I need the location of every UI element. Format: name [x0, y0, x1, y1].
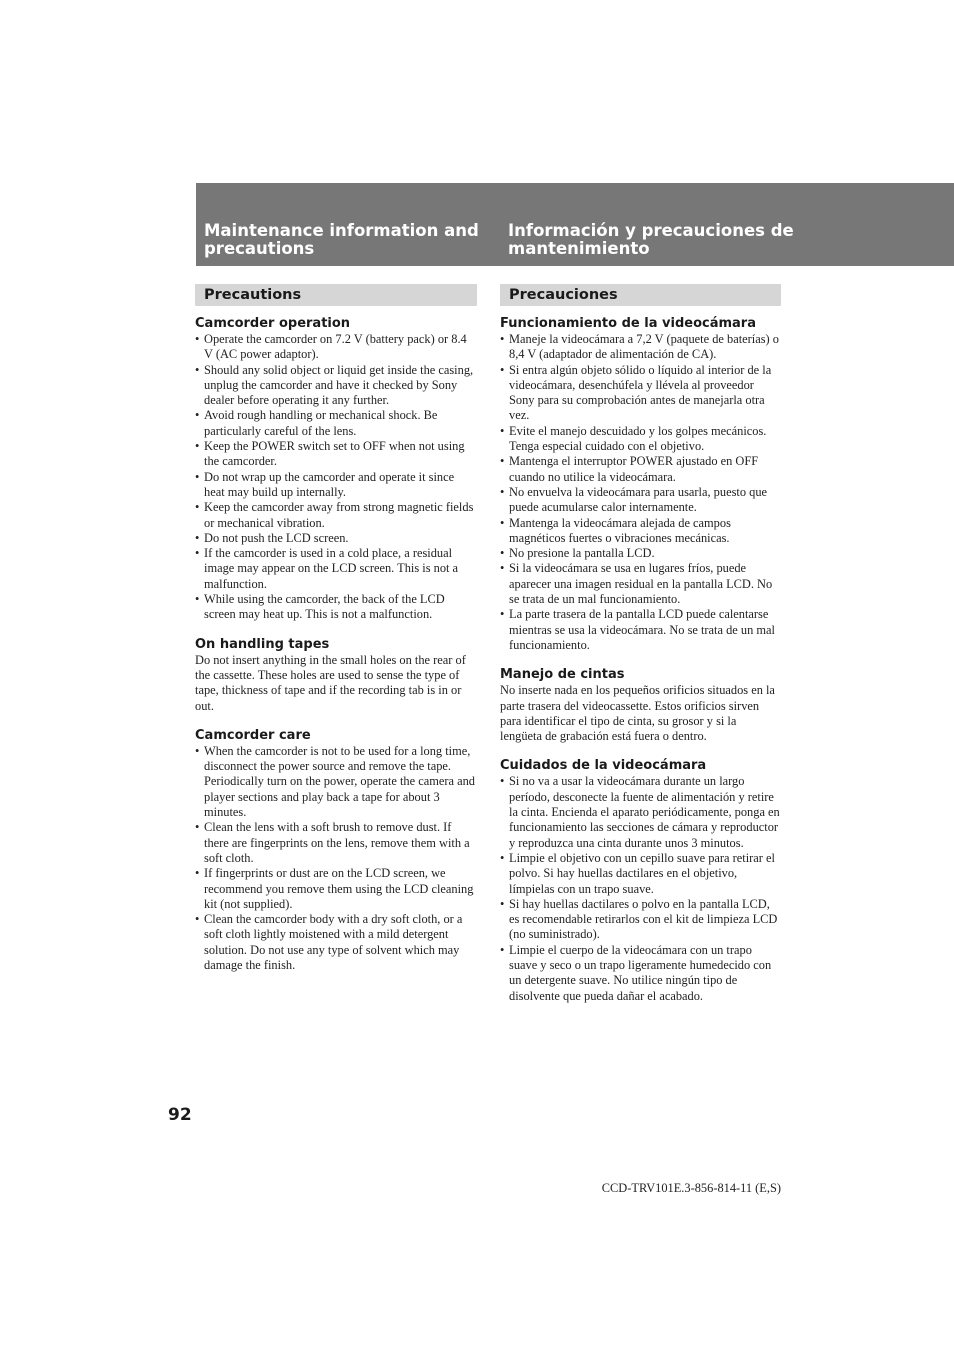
list-item: • Limpie el cuerpo de la videocámara con un trapo suave y seco o un trapo ligeramente humedecido con un detergente suave. No utilice ningún tipo de disolvente que pueda dañar el acabado. — [500, 943, 781, 1004]
list-item: • Maneje la videocámara a 7,2 V (paquete de baterías) o 8,4 V (adaptador de alimentación de CA). — [500, 332, 781, 363]
subheading-operation-es: Funcionamiento de la videocámara — [500, 316, 756, 331]
english-column — [195, 316, 477, 973]
subheading-tapes-en: On handling tapes — [195, 636, 330, 652]
operation-list-es — [500, 332, 781, 653]
subheading-care-en: Camcorder care — [195, 727, 311, 743]
section-heading-english: Precautions — [195, 284, 477, 306]
list-item: • Si la videocámara se usa en lugares fríos, puede aparecer una imagen residual en la pantalla LCD. No se trata de un mal funcionamiento. — [500, 561, 781, 607]
title-english: Maintenance information and precautions — [204, 221, 479, 258]
list-item: • Should any solid object or liquid get inside the casing, unplug the camcorder and have it checked by Sony dealer before operating it any further. — [195, 363, 477, 409]
list-item: • Operate the camcorder on 7.2 V (battery pack) or 8.4 V (AC power adaptor). — [195, 332, 477, 363]
list-item: • Mantenga el interruptor POWER ajustado en OFF cuando no utilice la videocámara. — [500, 454, 781, 485]
list-item: • Limpie el objetivo con un cepillo suave para retirar el polvo. Si hay huellas dactilares en el objetivo, límpielas con un trapo suave. — [500, 851, 781, 897]
list-item: • If fingerprints or dust are on the LCD screen, we recommend you remove them using the LCD cleaning kit (not supplied). — [195, 866, 477, 912]
list-item: • Avoid rough handling or mechanical shock. Be particularly careful of the lens. — [195, 408, 477, 439]
subheading-care-es: Cuidados de la videocámara — [500, 758, 707, 774]
tapes-paragraph-en: Do not insert anything in the small holes on the rear of the cassette. These holes are used to sense the type of tape, thickness of tape and if the recording tab is in or out. — [195, 652, 466, 713]
care-list-es — [500, 774, 781, 1003]
list-item: • Keep the POWER switch set to OFF when not using the camcorder. — [195, 439, 477, 470]
list-item: • Si no va a usar la videocámara durante un largo período, desconecte la fuente de alimentación y retire la cinta. Encienda el aparato periódicamente, ponga en funcionamiento las secciones de cámara y reproductor y reproduzca una cinta durante unos 3 minutos. — [500, 774, 781, 850]
model-code: CCD-TRV101E.3-856-814-11 (E,S) — [601, 1181, 781, 1195]
list-item: • No presione la pantalla LCD. — [500, 546, 781, 561]
care-list-en — [195, 744, 477, 973]
tapes-paragraph-es: No inserte nada en los pequeños orificios situados en la parte trasera del videocassette. Estos orificios sirven para identificar el tipo de cinta, su grosor y si la lengüeta de grabación está fuera o dentro. — [500, 683, 775, 744]
list-item: • Clean the lens with a soft brush to remove dust. If there are fingerprints on the lens, remove them with a soft cloth. — [195, 820, 477, 866]
page-number: 92 — [168, 1105, 192, 1125]
subheading-operation-en: Camcorder operation — [195, 316, 351, 331]
list-item: • Keep the camcorder away from strong magnetic fields or mechanical vibration. — [195, 500, 477, 531]
title-spanish: Información y precauciones de mantenimiento — [508, 221, 794, 258]
spanish-column — [500, 316, 781, 1004]
list-item: • Si hay huellas dactilares o polvo en la pantalla LCD, es recomendable retirarlos con el kit de limpieza LCD (no suministrado). — [500, 897, 781, 943]
operation-list-en — [195, 332, 477, 623]
title-banner — [196, 183, 954, 266]
subheading-tapes-es: Manejo de cintas — [500, 667, 625, 683]
list-item: • Si entra algún objeto sólido o líquido al interior de la videocámara, desenchúfela y llévela al proveedor Sony para su comprobación antes de manejarla otra vez. — [500, 363, 781, 424]
list-item: • If the camcorder is used in a cold place, a residual image may appear on the LCD screen. This is not a malfunction. — [195, 546, 477, 592]
list-item: • While using the camcorder, the back of the LCD screen may heat up. This is not a malfunction. — [195, 592, 477, 623]
list-item: • La parte trasera de la pantalla LCD puede calentarse mientras se usa la videocámara. No se trata de un mal funcionamiento. — [500, 607, 781, 653]
list-item: • Mantenga la videocámara alejada de campos magnéticos fuertes o vibraciones mecánicas. — [500, 516, 781, 547]
list-item: • When the camcorder is not to be used for a long time, disconnect the power source and remove the tape. Periodically turn on the power, operate the camera and player sections and play back a tape for about 3 minutes. — [195, 744, 477, 820]
list-item: • No envuelva la videocámara para usarla, puesto que puede acumularse calor internamente. — [500, 485, 781, 516]
list-item: • Do not push the LCD screen. — [195, 531, 477, 546]
section-heading-spanish: Precauciones — [500, 284, 781, 306]
list-item: • Do not wrap up the camcorder and operate it since heat may build up internally. — [195, 470, 477, 501]
list-item: • Evite el manejo descuidado y los golpes mecánicos. Tenga especial cuidado con el objetivo. — [500, 424, 781, 455]
list-item: • Clean the camcorder body with a dry soft cloth, or a soft cloth lightly moistened with a mild detergent solution. Do not use any type of solvent which may damage the finish. — [195, 912, 477, 973]
